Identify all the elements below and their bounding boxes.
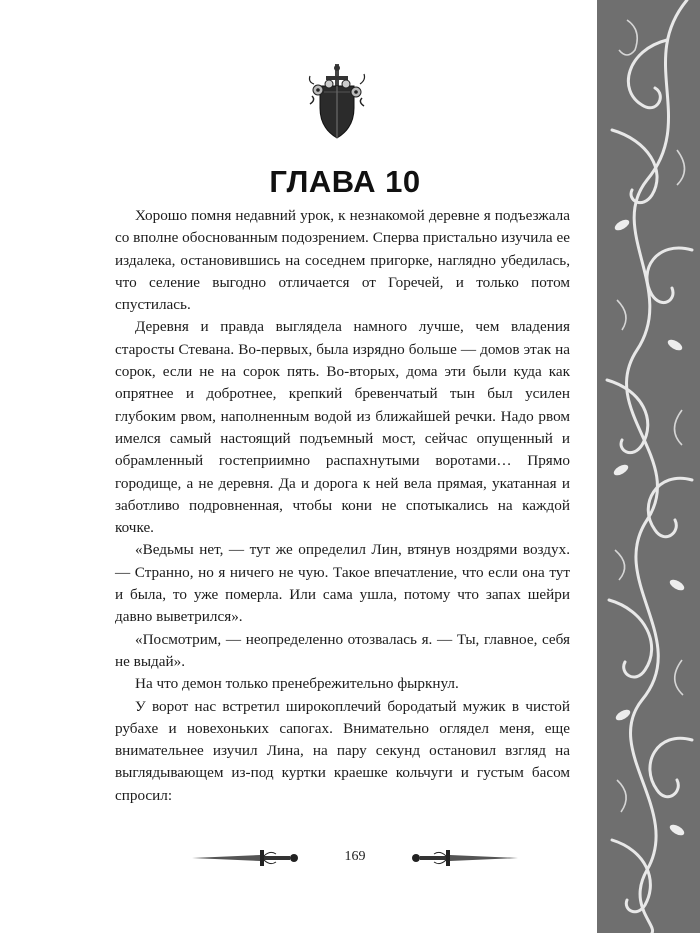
paragraph: «Посмотрим, — неопределенно отозвалась я. — Ты, главное, себя не выдай». — [115, 630, 570, 670]
chapter-body — [115, 205, 570, 807]
floral-ornament-strip — [597, 0, 700, 933]
paragraph: На что демон только пренебрежительно фыркнул. — [135, 675, 459, 693]
paragraph: Хорошо помня недавний урок, к незнакомой деревне я подъезжала со вполне обоснованным подозрением. Сперва пристально изучила ее издалека, остановившись на соседнем пригорке, наглядно убедилась, что селение выгодно отличается от Горечей, и только потом спустилась. — [115, 207, 570, 314]
shield-sword-emblem-icon — [302, 62, 372, 142]
floral-ornament-icon — [597, 0, 700, 933]
page-footer — [190, 840, 520, 876]
paragraph: Деревня и правда выглядела намного лучше, чем владения старосты Стевана. Во-первых, была изрядно больше — домов этак на сорок, если не на сорок пять. Во-вторых, дома эти были куда как опрятнее и добротнее, крепкий бревенчатый тын был усилен глубоким рвом, наполненным водой из ближайшей речки. Надо рвом имелся самый настоящий подъемный мост, сейчас опущенный и обрамленный гостеприимно распахнутыми воротами… Прямо городище, а не деревня. Да и дорога к ней вела прямая, укатанная и заботливо подровненная, чтобы кони не спотыкались на каждой кочке. — [115, 318, 570, 537]
paragraph: «Ведьмы нет, — тут же определил Лин, втянув ноздрями воздух. — Странно, но я ничего не чую. Такое впечатление, что если она тут и была, то уже померла. Или сама ушла, потому что запах шейри давно выветрился». — [115, 541, 570, 626]
page-number: 169 — [344, 849, 366, 864]
sword-right-icon — [402, 846, 520, 870]
paragraph: У ворот нас встретил широкоплечий бородатый мужик в чистой рубахе и новехоньких сапогах. Внимательно оглядел меня, еще внимательнее изучил Лина, на пару секунд остановил взгляд на выглядывающем из-под куртки краешке кольчуги и густым басом спросил: — [115, 697, 570, 804]
chapter-title: ГЛАВА 10 — [269, 163, 421, 199]
